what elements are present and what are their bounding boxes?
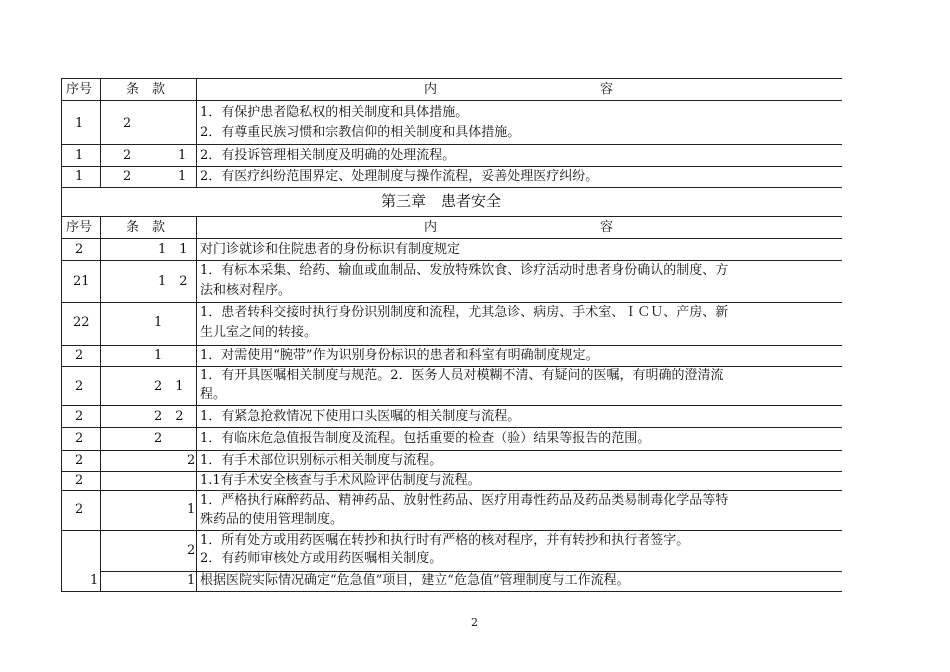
row-content-line: 1．有临床危急值报告制度及流程。包括重要的检查（验）结果等报告的范围。 [200, 431, 651, 446]
table2-col-divider [100, 216, 101, 591]
chapter-rule [61, 216, 842, 217]
table1-bottom-rule [61, 187, 842, 188]
row-content-line: 1．有保护患者隐私权的相关制度和具体措施。 [200, 105, 469, 120]
row-content-line: 1．对需使用“腕带”作为识别身份标识的患者和科室有明确制度规定。 [200, 348, 599, 363]
table2-left-border [61, 216, 62, 591]
row-content-line: 1.1有手术安全核查与手术风险评估制度与流程。 [200, 473, 481, 488]
row-clause: 2 [123, 169, 132, 184]
header-seq: 序号 [66, 220, 93, 235]
table2-row-rule [61, 260, 842, 261]
row-clause: 1 1 [158, 242, 188, 257]
row-clause: 1 [187, 573, 196, 588]
table2-row-rule [61, 471, 842, 472]
table1-top-rule [61, 78, 842, 79]
row-content-line: 1．有标本采集、给药、输血或血制品、发放特殊饮食、诊疗活动时患者身份确认的制度、方 [200, 263, 729, 278]
row-content-line: 2．有投诉管理相关制度及明确的处理流程。 [200, 148, 456, 163]
table2-row-rule [61, 490, 842, 491]
row-content-line: 1．有紧急抢救情况下使用口头医嘱的相关制度与流程。 [200, 409, 521, 424]
row-clause: 1 2 [158, 274, 188, 289]
row-seq: 21 [73, 274, 90, 289]
row-seq: 2 [75, 431, 84, 446]
table2-row-rule [61, 530, 842, 531]
header-content-a: 内 [424, 82, 438, 97]
row-seq: 1 [75, 148, 84, 163]
table2-col-divider [196, 216, 197, 591]
row-seq: 2 [75, 473, 84, 488]
row-content-line: 根据医院实际情况确定“危急值”项目，建立“危急值”管理制度与工作流程。 [200, 573, 630, 588]
header-clause: 条 款 [126, 220, 166, 235]
table2-row-rule [61, 427, 842, 428]
row-seq: 1 [90, 573, 99, 588]
row-seq: 2 [75, 409, 84, 424]
table2-row-rule [61, 345, 842, 346]
row-content-line: 2．有医疗纠纷范围界定、处理制度与操作流程，妥善处理医疗纠纷。 [200, 169, 599, 184]
page-number: 2 [471, 616, 478, 629]
table2-row-rule [101, 571, 842, 572]
header-content-b: 容 [600, 220, 614, 235]
row-content-line: 2．有药师审核处方或用药医嘱相关制度。 [200, 551, 443, 566]
row-clause: 2 [123, 116, 132, 131]
row-seq: 1 [75, 116, 84, 131]
table2-row-rule [61, 450, 842, 451]
table2-bottom-rule [61, 591, 842, 592]
row-content-line: 程。 [200, 387, 227, 402]
row-clause: 1 [154, 348, 163, 363]
row-content-line: 2．有尊重民族习惯和宗教信仰的相关制度和具体措施。 [200, 125, 521, 140]
row-seq: 2 [75, 242, 84, 257]
table1-row-rule [61, 166, 842, 167]
row-clause: 2 [187, 543, 196, 558]
row-seq: 1 [75, 169, 84, 184]
row-content-line: 殊药品的使用管理制度。 [200, 512, 344, 527]
row-content-line: 生儿室之间的转接。 [200, 325, 318, 340]
table2-header-rule [61, 238, 842, 239]
row-seq: 2 [75, 453, 84, 468]
row-clause: 2 [123, 148, 132, 163]
row-clause: 1 [187, 502, 196, 517]
table2-row-rule [61, 302, 842, 303]
header-clause: 条 款 [126, 82, 166, 97]
row-content-line: 法和核对程序。 [200, 283, 292, 298]
table1-header-rule [61, 100, 842, 101]
row-clause: 2 1 [154, 379, 184, 394]
row-seq: 2 [75, 502, 84, 517]
table1-left-border [61, 78, 62, 187]
row-clause: 2 [187, 453, 196, 468]
row-seq: 2 [75, 348, 84, 363]
header-content-b: 容 [600, 82, 614, 97]
table2-row-rule [61, 405, 842, 406]
row-content-line: 1．有手术部位识别标示相关制度与流程。 [200, 453, 443, 468]
row-clause: 2 [154, 431, 163, 446]
chapter-left-border [61, 187, 62, 216]
row-seq: 22 [73, 315, 90, 330]
row-clause: 2 2 [154, 409, 184, 424]
row-seq: 2 [75, 379, 84, 394]
row-content-line: 对门诊就诊和住院患者的身份标识有制度规定 [200, 242, 461, 257]
table1-row-rule [61, 144, 842, 145]
table1-col-divider [100, 78, 101, 187]
chapter-title: 第三章 患者安全 [381, 192, 502, 210]
table1-col-divider [196, 78, 197, 187]
header-seq: 序号 [66, 82, 93, 97]
row-clause-sub: 1 [178, 169, 187, 184]
row-content-line: 1．患者转科交接时执行身份识别制度和流程，尤其急诊、病房、手术室、ＩＣＵ、产房、新 [200, 305, 729, 320]
header-content-a: 内 [424, 220, 438, 235]
row-clause: 1 [154, 315, 163, 330]
row-content-line: 1．严格执行麻醉药品、精神药品、放射性药品、医疗用毒性药品及药品类易制毒化学品等特 [200, 493, 729, 508]
row-content-line: 1．所有处方或用药医嘱在转抄和执行时有严格的核对程序，并有转抄和执行者签字。 [200, 533, 690, 548]
row-clause-sub: 1 [178, 148, 187, 163]
row-content-line: 1．有开具医嘱相关制度与规范。2．医务人员对模糊不清、有疑问的医嘱，有明确的澄清流 [200, 368, 724, 383]
table2-row-rule [61, 366, 842, 367]
